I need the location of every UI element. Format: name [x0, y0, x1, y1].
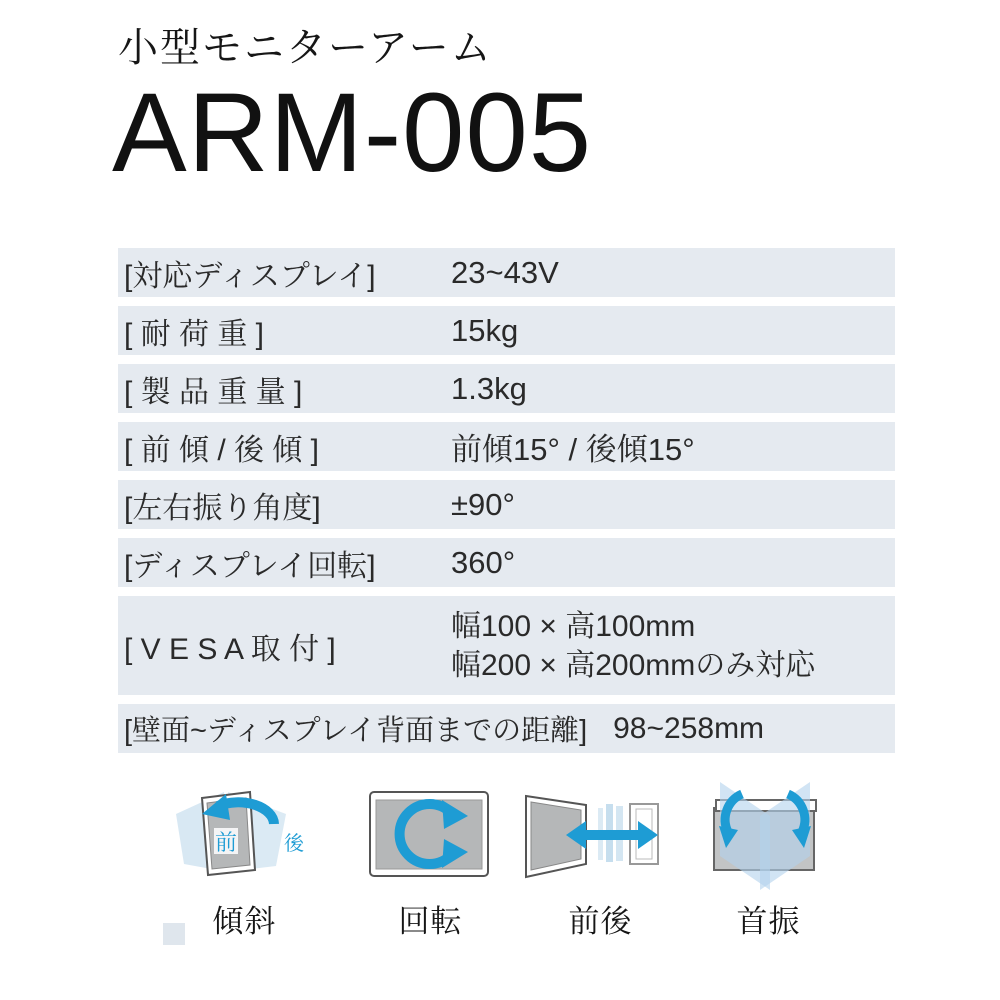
spec-label: [ 製 品 重 量 ] [124, 375, 303, 409]
rotate-icon [348, 780, 513, 892]
spec-label: [左右振り角度] [124, 491, 321, 525]
feature-tilt [162, 780, 327, 941]
feature-label: 首振 [736, 904, 801, 939]
feature-rotate [348, 780, 513, 941]
tilt-icon [162, 780, 327, 892]
spec-row-swivel-angle [118, 480, 895, 529]
product-category: 小型モニターアーム [118, 26, 493, 70]
spec-label: [ V E S A 取 付 ] [124, 632, 336, 666]
vesa-value-line1: 幅100 × 高100mm [451, 609, 696, 643]
spec-label: [ディスプレイ回転] [124, 549, 376, 583]
spec-value: 前傾15° / 後傾15° [451, 432, 695, 467]
spec-value: ±90° [451, 486, 515, 522]
spec-table [118, 248, 895, 762]
spec-value: 98~258mm [613, 711, 765, 745]
feature-label: 傾斜 [212, 904, 277, 939]
spec-label: [ 耐 荷 重 ] [124, 317, 265, 351]
feature-label: 前後 [568, 904, 633, 939]
vesa-value-line2: 幅200 × 高200mmのみ対応 [451, 648, 816, 682]
spec-row-tilt-range [118, 422, 895, 471]
tilt-front-label: 前 [214, 830, 238, 855]
front-back-icon [518, 780, 683, 892]
spec-value: 23~43V [451, 254, 559, 290]
model-number: ARM-005 [112, 70, 593, 195]
spec-row-display-size [118, 248, 895, 297]
spec-label: [対応ディスプレイ] [124, 259, 376, 293]
spec-row-vesa-mount [118, 596, 895, 695]
spec-row-display-rotation [118, 538, 895, 587]
spec-row-product-weight [118, 364, 895, 413]
spec-label: [壁面~ディスプレイ背面までの距離] [124, 715, 588, 747]
feature-label: 回転 [398, 904, 463, 939]
spec-row-load-capacity [118, 306, 895, 355]
feature-swivel [686, 780, 851, 941]
decorative-square [163, 923, 185, 945]
spec-value: 360° [451, 544, 516, 580]
feature-front-back [518, 780, 683, 941]
spec-label: [ 前 傾 / 後 傾 ] [124, 433, 320, 467]
spec-row-wall-distance [118, 704, 895, 753]
spec-value: 15kg [451, 312, 519, 348]
swivel-icon [686, 780, 851, 892]
spec-value [451, 607, 815, 685]
tilt-back-label: 後 [284, 833, 304, 855]
feature-icons-row [0, 780, 1000, 950]
spec-value: 1.3kg [451, 370, 527, 406]
